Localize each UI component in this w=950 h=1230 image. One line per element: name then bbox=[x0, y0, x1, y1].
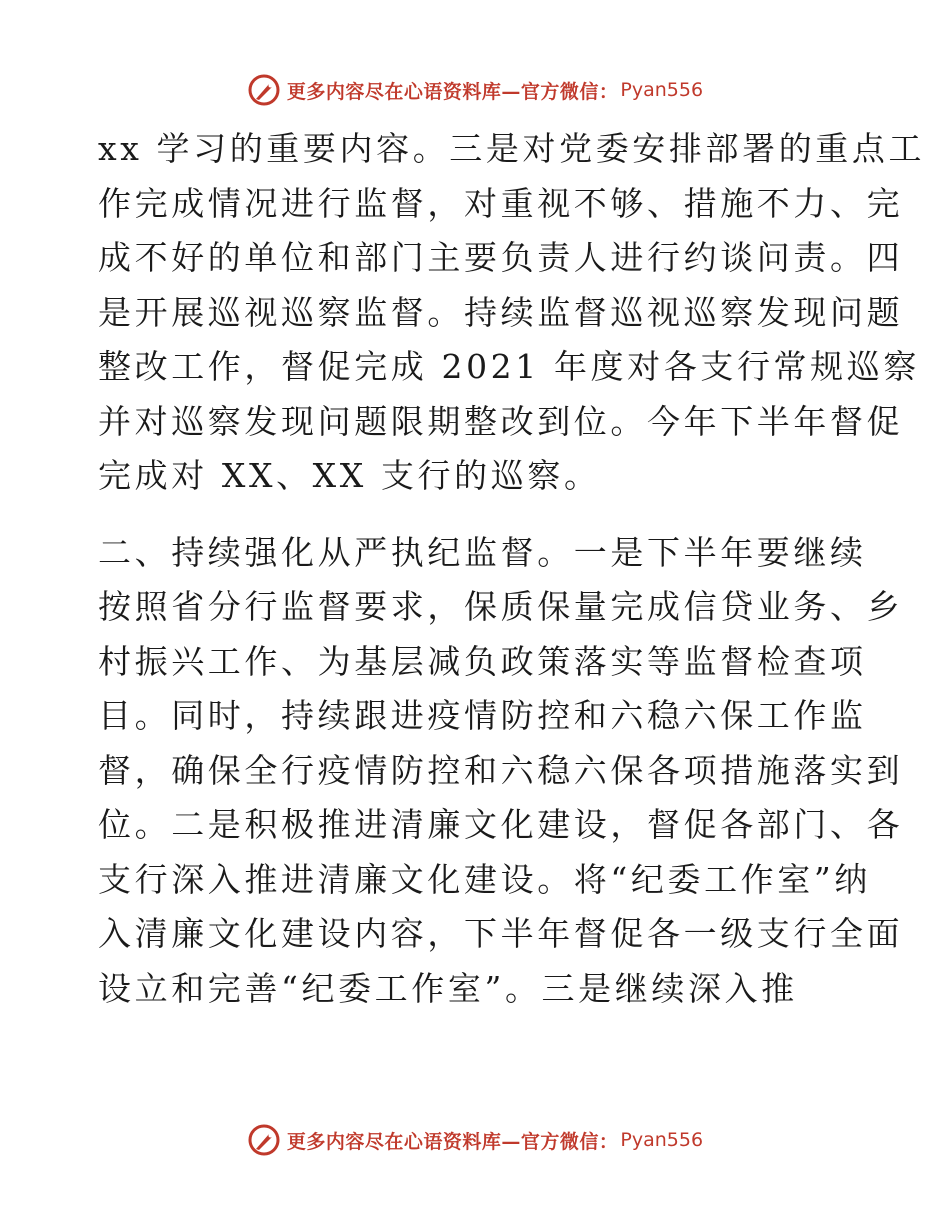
text-line: 位。二是积极推进清廉文化建设，督促各部门、各 bbox=[98, 805, 904, 844]
text-line: 完成对 XX、XX 支行的巡察。 bbox=[98, 456, 601, 495]
pen-nib-circle-icon bbox=[247, 73, 281, 107]
text-line: 二、持续强化从严执纪监督。一是下半年要继续 bbox=[98, 532, 867, 572]
text-line: 成不好的单位和部门主要负责人进行约谈问责。四 bbox=[98, 238, 904, 277]
paragraph-2 bbox=[98, 526, 904, 1017]
text-line: 按照省分行监督要求，保质保量完成信贷业务、乡 bbox=[98, 587, 904, 626]
text-line: 目。同时，持续跟进疫情防控和六稳六保工作监 bbox=[98, 696, 867, 735]
text-line: 督，确保全行疫情防控和六稳六保各项措施落实到 bbox=[98, 750, 904, 790]
text-line: 入清廉文化建设内容，下半年督促各一级支行全面 bbox=[98, 914, 904, 953]
footer-watermark-banner bbox=[0, 1122, 950, 1158]
text-line: 整改工作，督促完成 2021 年度对各支行常规巡察 bbox=[98, 347, 920, 386]
paragraph-spacer bbox=[98, 504, 858, 526]
text-line: 作完成情况进行监督，对重视不够、措施不力、完 bbox=[98, 183, 904, 223]
document-body bbox=[98, 122, 926, 1016]
pen-nib-circle-icon bbox=[247, 1123, 281, 1157]
banner-text: 更多内容尽在心语资料库—官方微信： bbox=[286, 1130, 619, 1153]
header-watermark-banner bbox=[0, 72, 950, 108]
text-line: 设立和完善“纪委工作室”。三是继续深入推 bbox=[98, 968, 798, 1008]
text-line: 支行深入推进清廉文化建设。将“纪委工作室”纳 bbox=[98, 859, 871, 899]
text-line: xx 学习的重要内容。三是对党委安排部署的重点工 bbox=[98, 129, 926, 168]
text-line: 村振兴工作、为基层减负政策落实等监督检查项 bbox=[98, 641, 867, 681]
banner-text: 更多内容尽在心语资料库—官方微信： bbox=[286, 80, 619, 103]
text-line: 并对巡察发现问题限期整改到位。今年下半年督促 bbox=[98, 401, 904, 441]
banner-wechat-id: Pyan556 bbox=[620, 79, 704, 101]
banner-wechat-id: Pyan556 bbox=[620, 1129, 704, 1151]
text-line: 是开展巡视巡察监督。持续监督巡视巡察发现问题 bbox=[98, 292, 904, 332]
paragraph-1 bbox=[98, 122, 926, 504]
